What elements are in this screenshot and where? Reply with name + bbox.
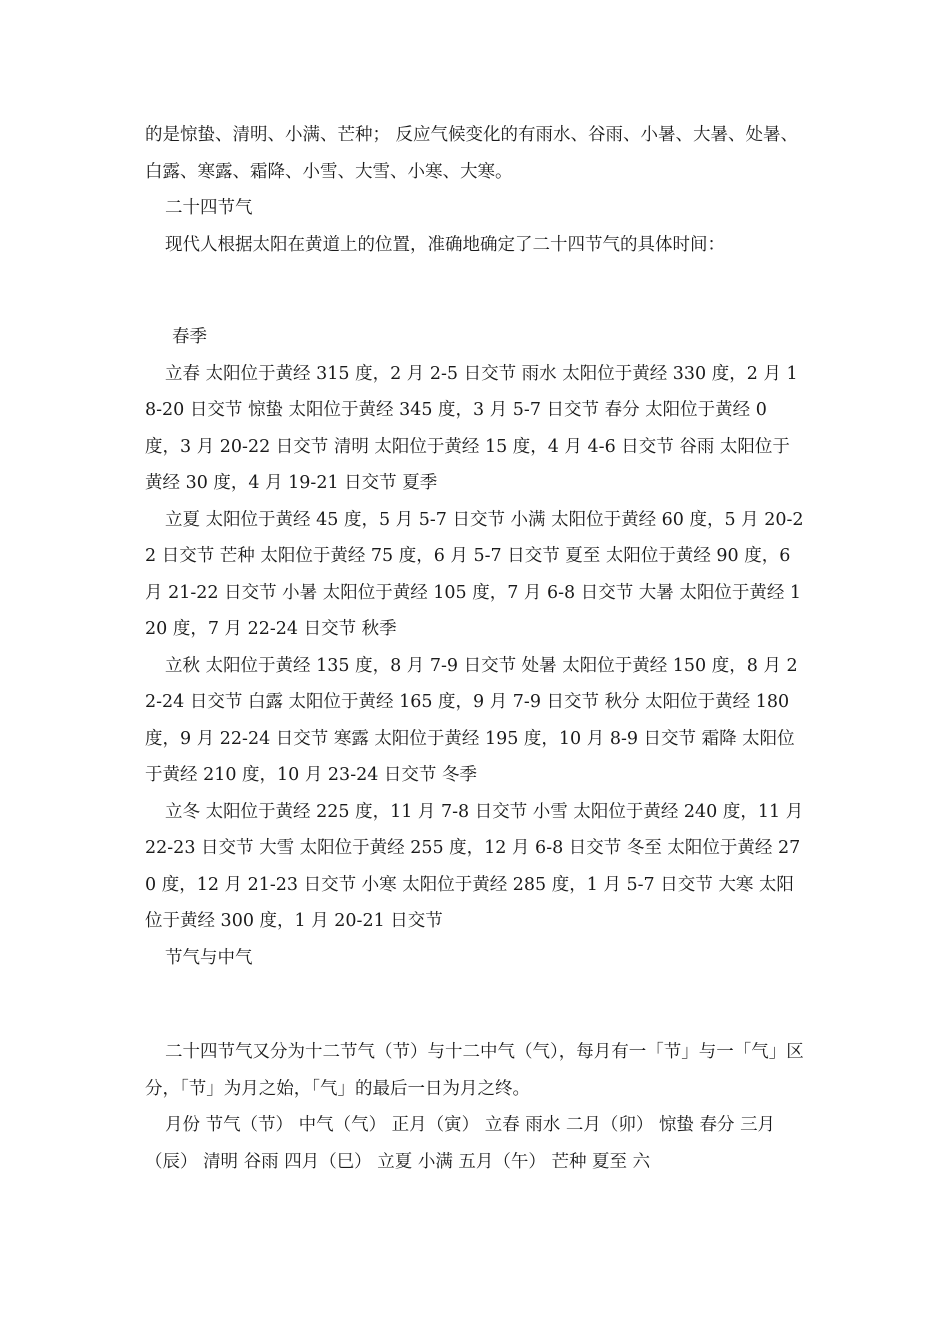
winter-paragraph: 立冬 太阳位于黄经 225 度，11 月 7-8 日交节 小雪 太阳位于黄经 240 度，11 月 22-23 日交节 大雪 太阳位于黄经 255 度，12 月 6-8 日交节 冬至 太阳位于黄经 270 度，12 月 21-23 日交节 小寒 太阳位于黄经 285 度，1 月 5-7 日交节 大寒 太阳位于黄经 300 度，1 月 20-21 日交节 <box>145 801 804 931</box>
blank-gap-2 <box>145 976 807 1034</box>
jieqi-paragraph: 二十四节气又分为十二节气（节）与十二中气（气），每月有一「节」与一「气」区分，「节」为月之始，「气」的最后一日为月之终。 <box>145 1042 804 1099</box>
jieqi-title: 节气与中气 <box>165 947 253 968</box>
blank-gap <box>145 263 807 319</box>
month-table-text: 月份 节气（节） 中气（气） 正月（寅） 立春 雨水 二月（卯） 惊蛰 春分 三月（辰） 清明 谷雨 四月（巳） 立夏 小满 五月（午） 芒种 夏至 六 <box>145 1115 776 1172</box>
summer-paragraph: 立夏 太阳位于黄经 45 度，5 月 5-7 日交节 小满 太阳位于黄经 60 度，5 月 20-22 日交节 芒种 太阳位于黄经 75 度，6 月 5-7 日交节 夏至 太阳位于黄经 90 度，6 月 21-22 日交节 小暑 太阳位于黄经 105 度，7 月 6-8 日交节 大暑 太阳位于黄经 120 度，7 月 22-24 日交节 秋季 <box>145 509 804 639</box>
spring-paragraph: 立春 太阳位于黄经 315 度，2 月 2-5 日交节 雨水 太阳位于黄经 330 度，2 月 18-20 日交节 惊蛰 太阳位于黄经 345 度，3 月 5-7 日交节 春分 太阳位于黄经 0 度，3 月 20-22 日交节 清明 太阳位于黄经 15 度，4 月 4-6 日交节 谷雨 太阳位于黄经 30 度，4 月 19-21 日交节 夏季 <box>145 363 798 493</box>
autumn-paragraph: 立秋 太阳位于黄经 135 度，8 月 7-9 日交节 处暑 太阳位于黄经 150 度，8 月 22-24 日交节 白露 太阳位于黄经 165 度，9 月 7-9 日交节 秋分 太阳位于黄经 180 度，9 月 22-24 日交节 寒露 太阳位于黄经 195 度，10 月 8-9 日交节 霜降 太阳位于黄经 210 度，10 月 23-24 日交节 冬季 <box>145 655 798 785</box>
document-body <box>145 117 807 1180</box>
section-title: 二十四节气 <box>165 198 253 218</box>
intro-paragraph: 的是惊蛰、清明、小满、芒种； 反应气候变化的有雨水、谷雨、小暑、大暑、处暑、白露、寒露、霜降、小雪、大雪、小寒、大寒。 <box>145 125 799 182</box>
section-lead: 现代人根据太阳在黄道上的位置，准确地确定了二十四节气的具体时间： <box>165 234 725 255</box>
spring-heading: 春季 <box>172 327 207 347</box>
